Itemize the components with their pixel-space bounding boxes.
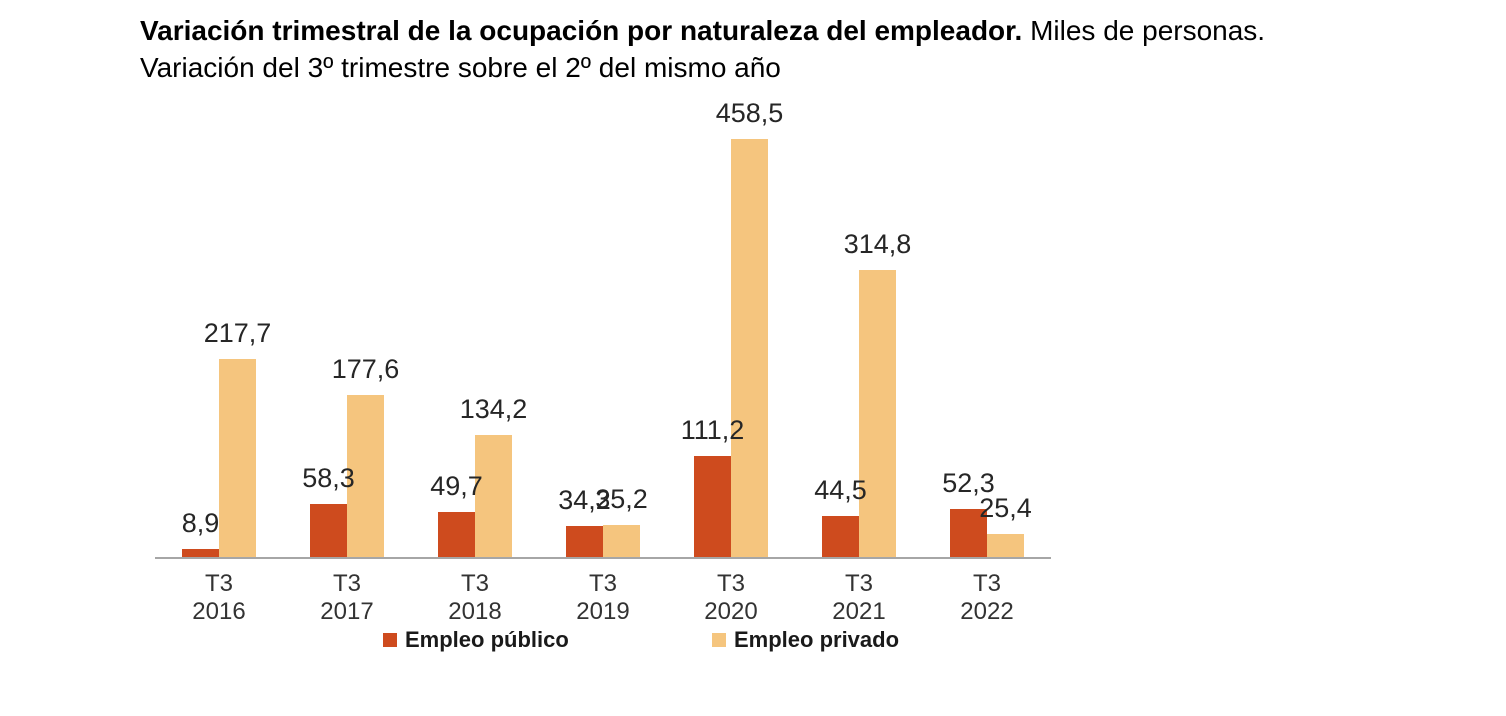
legend-item-empleo-privado [712, 627, 899, 653]
value-label-privado: 25,4 [979, 492, 1032, 523]
chart-group-2016 [155, 137, 283, 625]
value-label-privado: 35,2 [595, 483, 648, 514]
legend-swatch-publico-icon [383, 633, 397, 647]
x-tick-quarter: T3 [716, 570, 746, 597]
x-tick-year: 2019 [576, 598, 630, 625]
legend-label-privado: Empleo privado [734, 627, 900, 652]
bar-empleo-publico [182, 549, 219, 557]
x-tick-label [320, 570, 373, 626]
value-label-privado: 314,8 [843, 229, 912, 260]
value-label-privado: 177,6 [331, 354, 400, 385]
x-tick-label [192, 570, 245, 626]
value-label-publico: 34,2 [558, 484, 611, 515]
chart-group-2021 [795, 137, 923, 625]
chart-group-2017 [283, 137, 411, 625]
value-label-publico: 52,3 [942, 468, 995, 499]
value-label-privado: 134,2 [459, 393, 528, 424]
chart-title-line1 [140, 12, 1265, 49]
x-axis-line [155, 557, 1051, 559]
chart-title [140, 12, 1265, 86]
chart-group-2020 [667, 98, 795, 625]
x-tick-year: 2021 [832, 598, 886, 625]
chart-group-2018 [411, 137, 539, 625]
x-tick-year: 2017 [320, 598, 374, 625]
chart-title-units: Miles de personas. [1030, 15, 1266, 46]
bar-empleo-publico [310, 504, 347, 557]
bar-empleo-privado [603, 525, 640, 557]
bar-empleo-privado [219, 359, 256, 557]
bar-pair [694, 139, 768, 557]
bar-empleo-privado [987, 534, 1024, 557]
value-label-privado: 458,5 [715, 98, 784, 128]
x-tick-quarter: T3 [204, 570, 234, 597]
chart-group-2022 [923, 137, 1051, 625]
bar-pair [822, 270, 896, 557]
value-label-publico: 44,5 [814, 475, 867, 506]
plot-area [155, 98, 1051, 625]
x-tick-label [448, 570, 501, 626]
bar-empleo-privado [859, 270, 896, 557]
x-tick-label [576, 570, 629, 626]
legend-swatch-privado-icon [712, 633, 726, 647]
value-label-publico: 49,7 [430, 470, 483, 501]
x-tick-quarter: T3 [972, 570, 1002, 597]
x-tick-year: 2022 [960, 598, 1014, 625]
chart-title-line2: Variación del 3º trimestre sobre el 2º del mismo año [140, 52, 781, 83]
x-tick-year: 2018 [448, 598, 502, 625]
chart-title-bold: Variación trimestral de la ocupación por naturaleza del empleador. [140, 15, 1023, 46]
x-tick-label [832, 570, 885, 626]
bar-empleo-publico [822, 516, 859, 557]
x-tick-label [704, 570, 757, 626]
value-label-publico: 111,2 [680, 414, 745, 445]
x-tick-year: 2016 [192, 598, 246, 625]
bar-empleo-publico [438, 512, 475, 557]
bar-empleo-publico [694, 456, 731, 557]
value-label-publico: 58,3 [302, 462, 355, 493]
x-tick-quarter: T3 [460, 570, 490, 597]
x-tick-label [960, 570, 1013, 626]
x-tick-quarter: T3 [844, 570, 874, 597]
legend-item-empleo-publico [383, 627, 569, 653]
value-label-privado: 217,7 [203, 317, 272, 348]
value-label-publico: 8,9 [181, 507, 220, 538]
legend-label-publico: Empleo público [405, 627, 569, 652]
chart-group-2019 [539, 137, 667, 625]
x-tick-year: 2020 [704, 598, 758, 625]
bar-empleo-privado [731, 139, 768, 557]
x-tick-quarter: T3 [332, 570, 362, 597]
x-tick-quarter: T3 [588, 570, 618, 597]
bar-pair [566, 525, 640, 557]
bar-empleo-publico [566, 526, 603, 557]
